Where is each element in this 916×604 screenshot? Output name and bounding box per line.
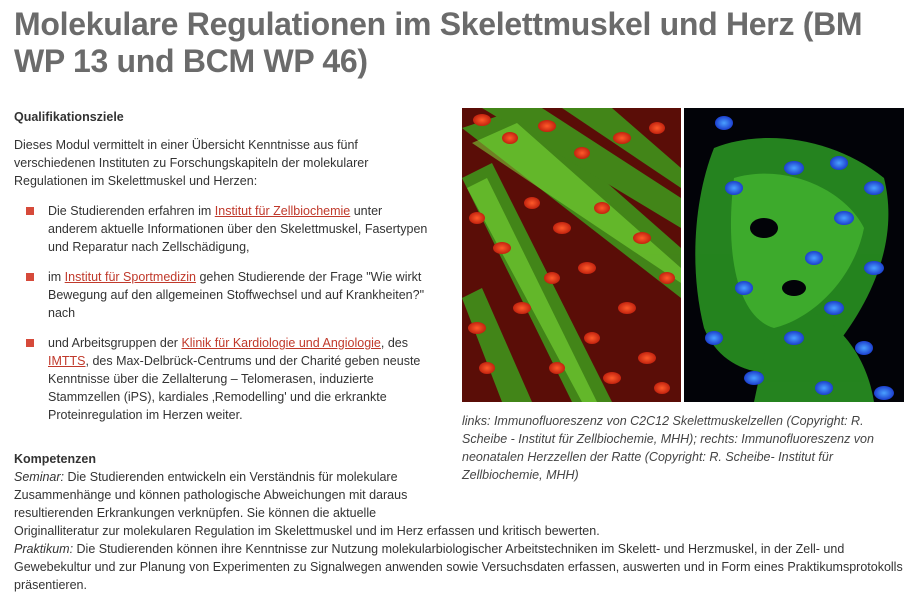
link-institut-zellbiochemie[interactable]: Institut für Zellbiochemie xyxy=(214,204,351,218)
qualifikationsziele-heading: Qualifikationsziele xyxy=(14,110,124,124)
link-klinik-kardiologie[interactable]: Klinik für Kardiologie und Angiologie xyxy=(181,336,381,350)
link-institut-sportmedizin[interactable]: Institut für Sportmedizin xyxy=(64,270,196,284)
seminar-label: Seminar: xyxy=(14,470,65,484)
list-item: im Institut für Sportmedizin gehen Studierende der Frage "Wie wirkt Bewegung auf den allgemeinen Stoffwechsel und auf Krankheiten?" nach xyxy=(14,268,434,322)
list-item: und Arbeitsgruppen der Klinik für Kardiologie und Angiologie, des IMTTS, des Max-Delbrück-Centrums und der Charité geben neuste Kenntnisse über die Zellalterung – Telomerasen, induzierte Stammzellen (iPS), kardiales ‚Remodelling' und die erkrankte Proteinregulation im Herzen weiter. xyxy=(14,334,434,424)
figure-caption: links: Immunofluoreszenz von C2C12 Skelettmuskelzellen (Copyright: R. Scheibe - Institut für Zellbiochemie, MHH); rechts: Immunofluoreszenz von neonatalen Herzzellen der Ratte (Copyright: R. Scheibe- Institut für Zellbiochemie, MHH) xyxy=(462,414,874,482)
list-item: Die Studierenden erfahren im Institut für Zellbiochemie unter anderem aktuelle Informationen über den Skelettmuskel, Fasertypen und Reparatur nach Zellschädigung, xyxy=(14,202,434,256)
skeletal-muscle-image xyxy=(462,108,681,402)
qualifikationsziele-section xyxy=(14,108,434,436)
micrograph-figure xyxy=(462,108,908,402)
praktikum-paragraph: Praktikum: Die Studierenden können ihre Kenntnisse zur Nutzung molekularbiologischer Arbeitstechniken im Skelett- und Herzmuskel, in der Zell- und Gewebekultur und zur Planung von Experimenten zu Signalwegen anwenden sowie Versuchsdaten erfassen, auswerten und in Form eines Praktikumsprotokolls präsentieren. xyxy=(14,542,903,592)
kompetenzen-heading: Kompetenzen xyxy=(14,452,96,466)
link-imtts[interactable]: IMTTS xyxy=(48,354,86,368)
heart-cells-image xyxy=(684,108,904,402)
seminar-paragraph: Seminar: Die Studierenden entwickeln ein Verständnis für molekulare Zusammenhänge und können pathologische Abweichungen mit daraus resultierenden Erkrankungen verknüpfen. Sie können die aktuelle xyxy=(14,470,408,520)
kompetenzen-section xyxy=(14,450,914,594)
praktikum-label: Praktikum: xyxy=(14,542,74,556)
bullet-icon xyxy=(26,273,34,281)
goals-list xyxy=(14,202,434,424)
bullet-icon xyxy=(26,207,34,215)
seminar-paragraph-continued: Originalliteratur zur molekularen Regulation im Skelettmuskel und im Herz erfassen und kritisch bewerten. xyxy=(14,524,600,538)
intro-text: Dieses Modul vermittelt in einer Übersicht Kenntnisse aus fünf verschiedenen Instituten zu Forschungskapiteln der molekularer Regulationen im Skelettmuskel und Herzen: xyxy=(14,138,369,188)
page-title: Molekulare Regulationen im Skelettmuskel und Herz (BM WP 13 und BCM WP 46) xyxy=(14,6,863,79)
bullet-icon xyxy=(26,339,34,347)
